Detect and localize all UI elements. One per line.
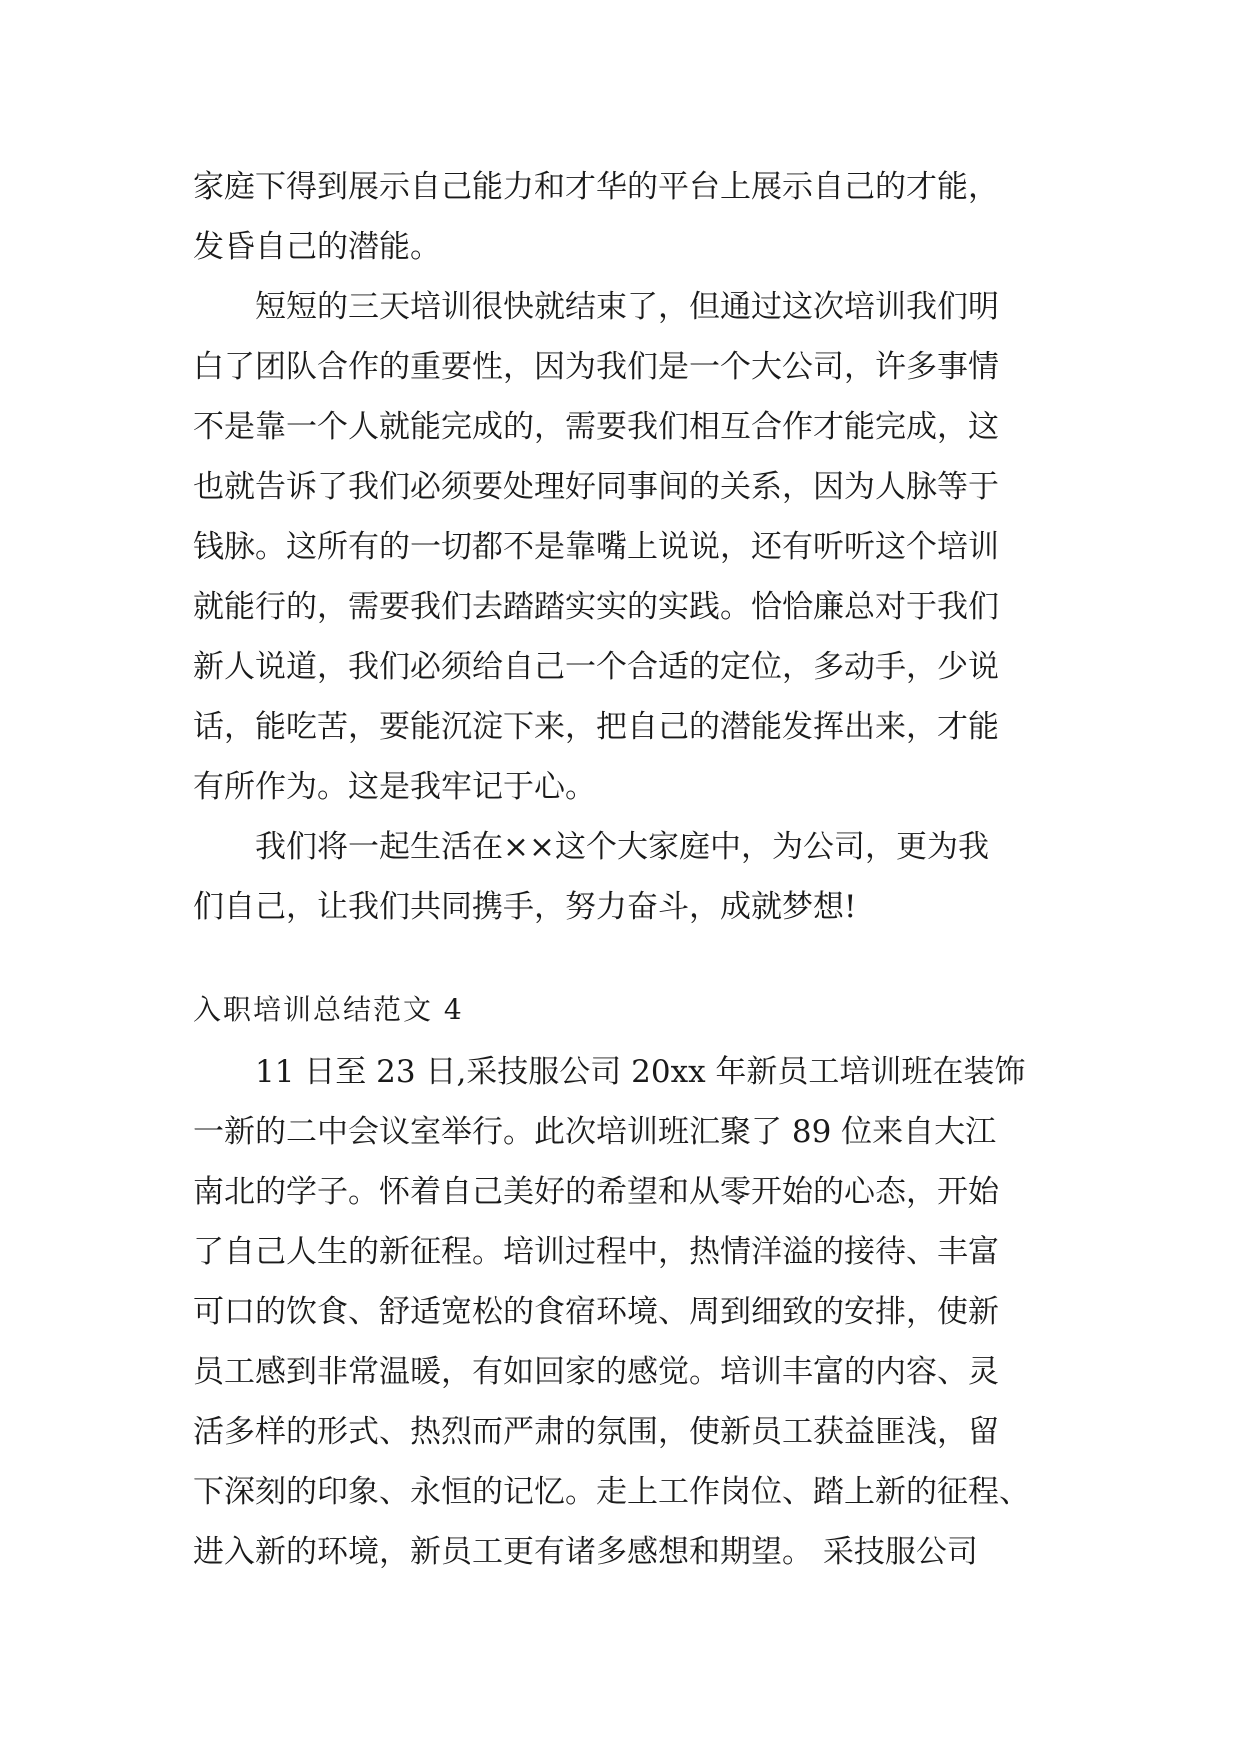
paragraph-2-line-4: 也就告诉了我们必须要处理好同事间的关系，因为人脉等于 [193,469,999,505]
paragraph-1-line-1: 家庭下得到展示自己能力和才华的平台上展示自己的才能， [193,169,999,205]
paragraph-4-line-4: 了自己人生的新征程。培训过程中，热情洋溢的接待、丰富 [193,1234,999,1270]
paragraph-3-line-1: 我们将一起生活在××这个大家庭中，为公司，更为我 [255,829,989,865]
paragraph-4-line-5: 可口的饮食、舒适宽松的食宿环境、周到细致的安排，使新 [193,1294,999,1330]
paragraph-2-line-2: 白了团队合作的重要性，因为我们是一个大公司，许多事情 [193,349,999,385]
paragraph-4-line-9: 进入新的环境，新员工更有诸多感想和期望。 采技服公司 [193,1534,978,1570]
paragraph-3-line-2: 们自己，让我们共同携手，努力奋斗，成就梦想! [193,889,857,925]
paragraph-2-line-7: 新人说道，我们必须给自己一个合适的定位，多动手，少说 [193,649,999,685]
paragraph-4-line-2: 一新的二中会议室举行。此次培训班汇聚了 89 位来自大江 [193,1114,997,1150]
paragraph-4-line-3: 南北的学子。怀着自己美好的希望和从零开始的心态，开始 [193,1174,999,1210]
paragraph-2-line-5: 钱脉。这所有的一切都不是靠嘴上说说，还有听听这个培训 [193,529,999,565]
paragraph-4-line-6: 员工感到非常温暖，有如回家的感觉。培训丰富的内容、灵 [193,1354,999,1390]
paragraph-2-line-6: 就能行的，需要我们去踏踏实实的实践。恰恰廉总对于我们 [193,589,999,625]
paragraph-1-line-2: 发昏自己的潜能。 [193,229,441,265]
paragraph-4-line-8: 下深刻的印象、永恒的记忆。走上工作岗位、踏上新的征程、 [193,1474,1030,1510]
paragraph-2-line-1: 短短的三天培训很快就结束了，但通过这次培训我们明 [255,289,999,325]
section-heading: 入职培训总结范文 4 [193,993,464,1026]
paragraph-2-line-8: 话，能吃苦，要能沉淀下来，把自己的潜能发挥出来，才能 [193,709,999,745]
paragraph-2-line-3: 不是靠一个人就能完成的，需要我们相互合作才能完成，这 [193,409,999,445]
paragraph-4-line-7: 活多样的形式、热烈而严肃的氛围，使新员工获益匪浅，留 [193,1414,999,1450]
paragraph-2-line-9: 有所作为。这是我牢记于心。 [193,769,596,805]
paragraph-4-line-1: 11 日至 23 日,采技服公司 20xx 年新员工培训班在装饰 [255,1054,1026,1090]
